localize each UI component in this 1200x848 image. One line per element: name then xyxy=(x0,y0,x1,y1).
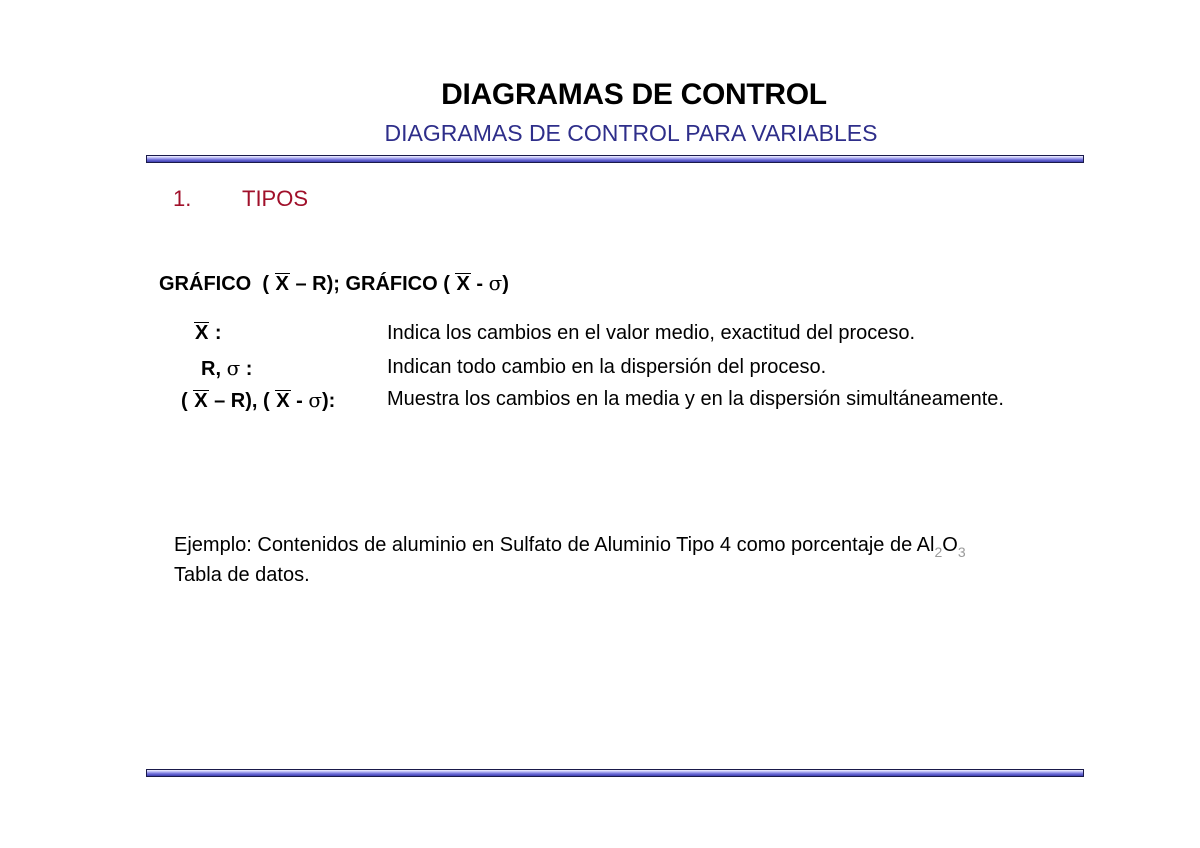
xbar-symbol: X xyxy=(195,322,209,344)
definition-term-combined xyxy=(181,388,335,413)
sigma-symbol: σ xyxy=(488,271,503,295)
sigma-symbol: σ xyxy=(226,356,241,380)
top-divider xyxy=(146,155,1084,163)
chart-types-middle: – R); GRÁFICO ( xyxy=(289,273,456,295)
definition-description-xbar: Indica los cambios en el valor medio, exactitud del proceso. xyxy=(387,322,916,344)
chart-types-prefix: GRÁFICO ( xyxy=(159,273,275,295)
sigma-symbol: σ xyxy=(308,388,323,412)
xbar-symbol: X xyxy=(275,273,289,295)
example-text xyxy=(174,534,966,560)
xbar-symbol: X xyxy=(276,390,290,412)
slide-title: DIAGRAMAS DE CONTROL xyxy=(441,78,827,111)
slide-subtitle: DIAGRAMAS DE CONTROL PARA VARIABLES xyxy=(384,120,878,146)
definition-term-open: ( xyxy=(181,390,194,412)
definition-term-suffix: ): xyxy=(322,390,336,412)
definition-description-r-sigma: Indican todo cambio en la dispersión del proceso. xyxy=(387,356,827,378)
bottom-divider xyxy=(146,769,1084,777)
xbar-symbol: X xyxy=(194,390,208,412)
xbar-symbol: X xyxy=(456,273,470,295)
chart-types-dash: - xyxy=(470,273,489,295)
subscript-3: 3 xyxy=(957,544,966,560)
definition-term-suffix: : xyxy=(209,322,222,344)
definition-term-suffix: : xyxy=(240,358,253,380)
definition-description-combined: Muestra los cambios en la media y en la dispersión simultáneamente. xyxy=(387,388,1004,410)
chart-types-heading xyxy=(159,271,509,296)
definition-term-r-sigma xyxy=(201,356,252,381)
section-number: 1. xyxy=(173,186,192,211)
table-label: Tabla de datos. xyxy=(174,564,310,586)
example-sentence: Ejemplo: Contenidos de aluminio en Sulfato de Aluminio Tipo 4 como porcentaje de Al xyxy=(174,534,935,556)
oxygen-symbol: O xyxy=(942,534,958,556)
definition-term-prefix: R, xyxy=(201,358,227,380)
definition-term-xbar xyxy=(194,322,222,345)
definition-term-dash: - xyxy=(290,390,309,412)
section-title: TIPOS xyxy=(242,186,309,211)
definition-term-middle: – R), ( xyxy=(208,390,276,412)
subscript-2: 2 xyxy=(934,544,943,560)
chart-types-suffix: ) xyxy=(502,273,509,295)
